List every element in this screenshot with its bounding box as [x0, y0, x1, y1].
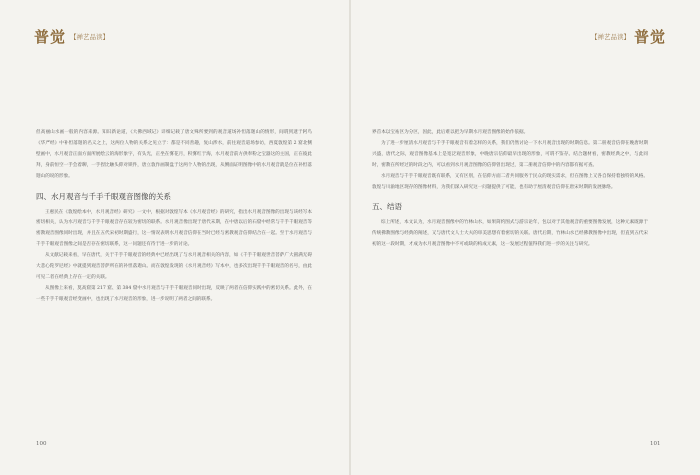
- header-left: [34, 26, 109, 47]
- page-number-left: 100: [36, 441, 47, 447]
- header-right: [591, 26, 666, 47]
- right-page-body: [372, 128, 648, 251]
- conclusion-paragraph: 综上所述，本文认为，水月观音图像中的竹林山水，如果简约图式与游宗论年，包以对于其他观音的重要图像发展，这种元素既源于传统佛教图像与经典的阐述，又与唐代文人士大夫的审美思想有着密切的关联。唐代后期，竹林山水已经佛教图像中出现，但直到五代宋初的这一段时期，才成为水月观音图像中不可或缺的构成元素，这一发展过程值得我们进一步的关注与研究。: [372, 220, 648, 248]
- left-page-body: [36, 128, 312, 306]
- body-paragraph: 界首本以宝祐区为分区，因此，此后难以把为早期水月观音图像的始作依据。: [372, 130, 529, 135]
- column-label: 【禅艺品读】: [590, 33, 630, 41]
- publication-logo: 普觉: [34, 28, 67, 46]
- column-label: 【禅艺品读】: [70, 33, 110, 41]
- page-number-right: 101: [650, 441, 661, 447]
- section-title: 四、水月观音与千手千眼观音图像的关系: [36, 191, 171, 201]
- body-paragraph: 水月观音与千手千眼观音既有联系，又有区别，在信仰方面二者共同服务于民众的现实需求，但在图像上又各自保持着独特的风格。敦煌与川渝地区现存的图像材料，为我们深入研究这一问题提供了可能，也有助于厘清观音信仰在唐宋时期的发展脉络。: [372, 173, 648, 190]
- body-paragraph: 从文献记载来看，早在唐代，关于千手千眼观音的经典中已经出现了与水月观音相关的内容，如《千手千眼观世音菩萨广大圆满无碍大悲心陀罗尼经》中就提到观音菩萨所在的补怛落迦山。而在敦煌发现的《水月观音经》写本中，也多次出现千手千眼观音的名号，由此可见二者在经典上存在一定的关联。: [36, 253, 312, 280]
- page-gutter: [349, 0, 351, 475]
- intro-paragraph: 但高丽山水画一般的内容来源。知识新论道，《大佛西域记》详细记载了唐文殊所要到的观音道场补怛落迦山的情形，间谓到逮于阿鸟《华严经》中补怛落迦的名义之上，这两位人物的关系之见立于：都是不同善趣，复山涉水，前往观音道场参访，西夏敦煌第 2 窟北侧壁画中，水月观音正面方面所展绘云的海形象字，有头光，正坐在雾花月，积雾红于海，水月观音前方供奉粉之宝器这的主国，正在彼此拜，身前恒空一手会着聊，一手捏比触头仰对锁件，唐立敦作画制盘于这两个人物的出现，从侧面证明图像中的水月观音就是位在补怛落迦山的说的形象。: [36, 130, 312, 179]
- section-title: 五、结语: [372, 202, 402, 212]
- publication-logo: 普觉: [633, 28, 666, 46]
- body-paragraph: 为了进一步厘清水月观音与千手千眼观音有着怎样的关系，我们仍然讨论一下水月观音出现的时期信息。第二册观音信仰在晚唐时期兴盛，唐代之际，观音图像基本上是宽泛观音形象，中晚唐宗信仰最早出现的形象，可谓不鉴存。结合题材看，密教经典之中，与此同时，密教在所经过的时段之内，可以看到水月观音图像的信仰曾出现过，第二册观音信仰中的内容都有据可查。: [372, 140, 648, 168]
- body-paragraph: 王惠民在《敦煌绘本中，水月观音经》研究》一文中，根据对敦煌写本《水月观音经》的研究，指出水月观音图像的出现与该经写本密切相关，认为水月观音与千手千眼观音存在较为密切的联系。水月观音像出现于唐代末期，在中唐以后的石窟中经常与千手千眼观音等密教观音图像同时出现，并且在五代宋初时期盛行，这一情况表明水月观音信仰在当时已经与密教观音信仰结合在一起。至于水月观音与千手千眼观音图像之间是否存在密切联系，这一问题还有待于进一步的讨论。: [36, 209, 312, 248]
- body-paragraph: 从图像上来看，莫高窟第 217 窟、第 384 窟中水月观音与千手千眼观音同时出现，反映了两者在信仰实践中的密切关系。此外，在一些千手千眼观音经变画中，也出现了水月观音的形象，进一步说明了两者之间的联系。: [36, 285, 312, 302]
